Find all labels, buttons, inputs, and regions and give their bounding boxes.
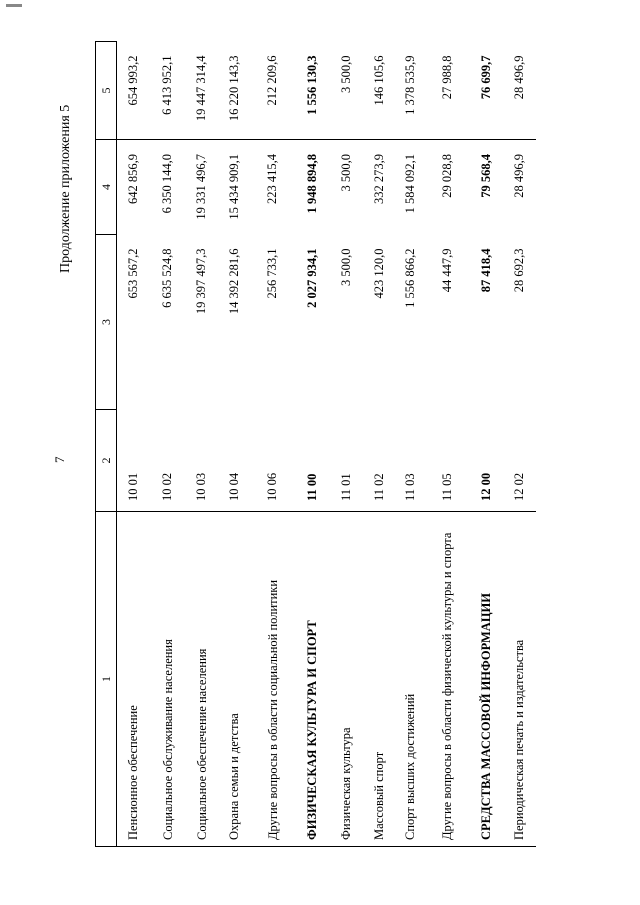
row-code: 10 03 <box>194 472 208 501</box>
table-row <box>150 42 186 847</box>
scan-edge-mark <box>6 4 22 7</box>
row-name: Другие вопросы в области социальной политики <box>251 512 295 847</box>
row-value-3: 28 692,3 <box>511 248 526 293</box>
row-code: 11 05 <box>439 473 454 501</box>
row-value-4: 1 948 894,8 <box>295 140 330 235</box>
table-row <box>425 42 470 847</box>
row-value-3: 653 567,2 <box>125 248 140 299</box>
table-row <box>363 42 396 847</box>
row-value-4: 28 496,9 <box>503 140 536 235</box>
row-value-4: 79 568,4 <box>470 140 503 235</box>
table-row <box>503 42 536 847</box>
row-name: Охрана семьи и детства <box>218 512 251 847</box>
row-value-5: 3 500,0 <box>338 55 353 93</box>
table-row <box>330 42 363 847</box>
table-row <box>295 42 330 847</box>
table-body <box>117 42 536 847</box>
table-row <box>117 42 150 847</box>
row-name: Физическая культура <box>330 512 363 847</box>
row-value-3: 87 418,4 <box>478 248 493 293</box>
page-number: 7 <box>52 456 67 463</box>
row-value-3: 423 120,0 <box>371 248 386 299</box>
budget-table <box>95 41 536 847</box>
col-header-1: 1 <box>96 512 117 847</box>
row-name: Периодическая печать и издательства <box>503 512 536 847</box>
row-code: 11 01 <box>338 473 353 501</box>
row-value-3: 3 500,0 <box>338 248 353 286</box>
continuation-title: Продолжение приложения 5 <box>58 104 73 273</box>
row-value-3: 1 556 866,2 <box>402 248 417 308</box>
row-code: 12 00 <box>478 472 493 501</box>
column-header-row <box>96 42 117 847</box>
row-code: 11 02 <box>371 473 386 501</box>
row-name: СРЕДСТВА МАССОВОЙ ИНФОРМАЦИИ <box>470 512 503 847</box>
row-value-5: 16 220 143,3 <box>226 55 241 122</box>
row-code: 11 00 <box>304 473 319 501</box>
row-value-5: 212 209,6 <box>265 55 279 106</box>
row-code: 10 06 <box>265 472 279 501</box>
row-value-3: 14 392 281,6 <box>226 248 241 315</box>
row-value-3: 44 447,9 <box>439 248 454 293</box>
row-value-5: 1 556 130,3 <box>304 55 319 115</box>
row-name: Пенсионное обеспечение <box>117 512 150 847</box>
row-value-4: 19 331 496,7 <box>186 140 218 235</box>
table-row <box>186 42 218 847</box>
row-value-5: 1 378 535,9 <box>402 55 417 115</box>
row-value-5: 27 988,8 <box>439 55 454 100</box>
row-value-4: 3 500,0 <box>330 140 363 235</box>
row-value-5: 28 496,9 <box>511 55 526 100</box>
row-value-4: 642 856,9 <box>117 140 150 235</box>
table-row <box>396 42 425 847</box>
row-name: Спорт высших достижений <box>396 512 425 847</box>
row-value-4: 15 434 909,1 <box>218 140 251 235</box>
row-value-4: 6 350 144,0 <box>150 140 186 235</box>
row-value-5: 6 413 952,1 <box>160 55 174 115</box>
row-code: 11 03 <box>402 473 417 501</box>
row-value-4: 223 415,4 <box>251 140 295 235</box>
row-name: Другие вопросы в области физической культуры и спорта <box>425 512 470 847</box>
row-name: Социальное обслуживание населения <box>150 512 186 847</box>
table-row <box>251 42 295 847</box>
row-value-5: 19 447 314,4 <box>194 55 208 122</box>
row-value-5: 76 699,7 <box>478 55 493 100</box>
row-code: 10 02 <box>160 472 174 501</box>
row-value-3: 2 027 934,1 <box>304 248 319 308</box>
table-row <box>218 42 251 847</box>
row-code: 10 04 <box>226 472 241 501</box>
row-value-3: 6 635 524,8 <box>160 248 174 308</box>
col-header-5: 5 <box>96 42 117 140</box>
row-value-3: 256 733,1 <box>265 248 279 299</box>
row-code: 12 02 <box>511 472 526 501</box>
row-name: Социальное обеспечение населения <box>186 512 218 847</box>
col-header-3: 3 <box>96 235 117 410</box>
row-name: ФИЗИЧЕСКАЯ КУЛЬТУРА И СПОРТ <box>295 512 330 847</box>
row-value-5: 146 105,6 <box>371 55 386 106</box>
row-name: Массовый спорт <box>363 512 396 847</box>
row-value-3: 19 397 497,3 <box>194 248 208 315</box>
table-row <box>470 42 503 847</box>
row-code: 10 01 <box>125 472 140 501</box>
row-value-4: 332 273,9 <box>363 140 396 235</box>
row-value-4: 29 028,8 <box>425 140 470 235</box>
col-header-4: 4 <box>96 140 117 235</box>
col-header-2: 2 <box>96 410 117 512</box>
row-value-4: 1 584 092,1 <box>396 140 425 235</box>
row-value-5: 654 993,2 <box>125 55 140 106</box>
